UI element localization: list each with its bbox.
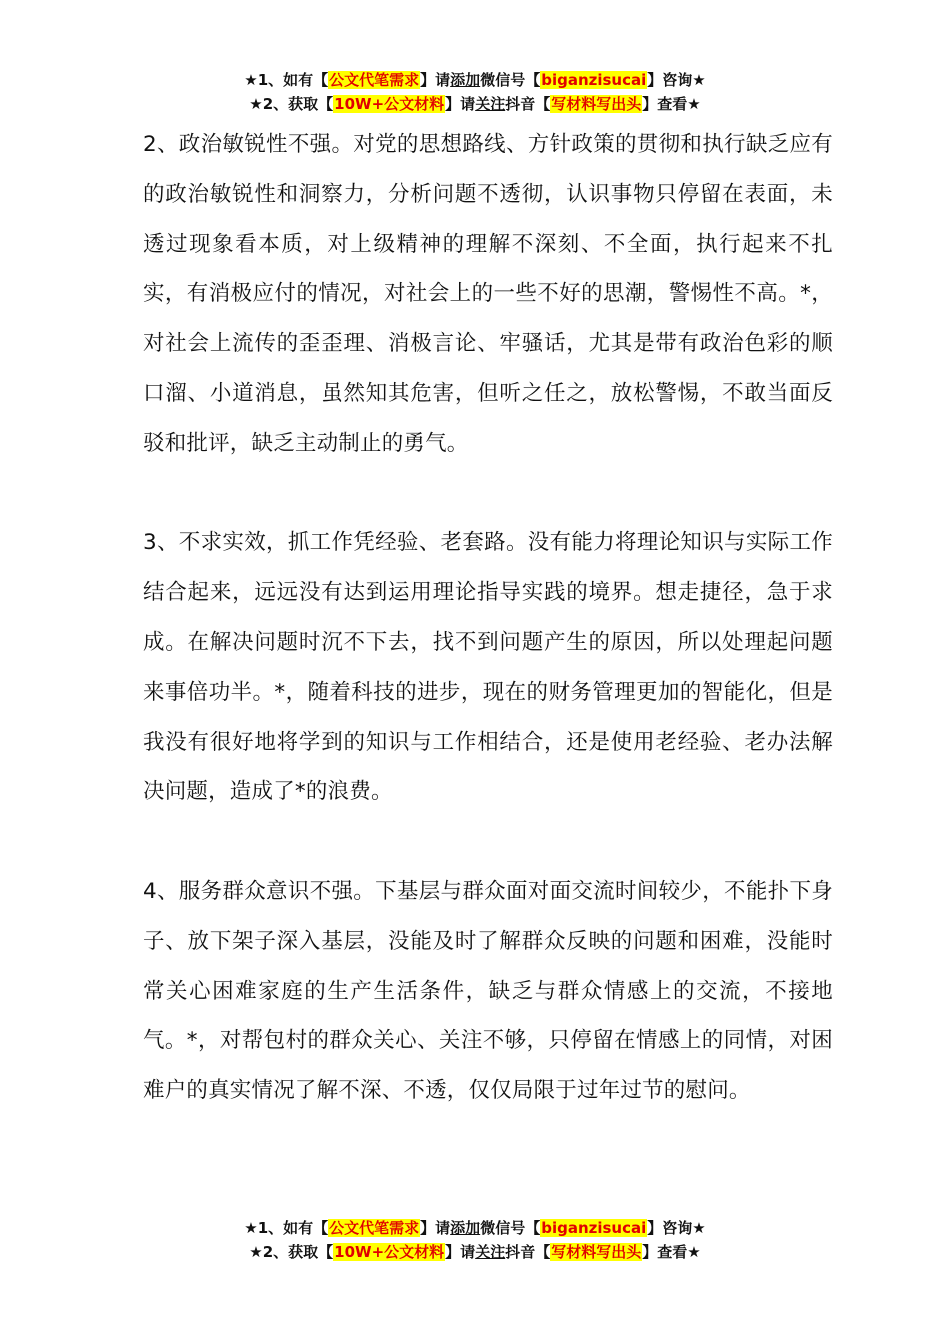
- promo-underlined: 关注: [475, 1243, 506, 1261]
- promo-line-2: [0, 92, 950, 116]
- promo-highlight: 公文代笔需求: [329, 1219, 420, 1237]
- promo-text: 】请: [420, 1219, 451, 1237]
- promo-text: 】咨询: [647, 1219, 693, 1237]
- promo-text: 】查看: [642, 95, 688, 113]
- promo-text: 】咨询: [647, 71, 693, 89]
- star-icon: ★: [249, 1243, 263, 1261]
- promo-highlight: biganzisucai: [541, 1219, 647, 1237]
- promo-highlight: 10W+公文材料: [334, 1243, 445, 1261]
- promo-text: 抖音【: [505, 1243, 551, 1261]
- star-icon: ★: [687, 95, 701, 113]
- promo-underlined: 关注: [475, 95, 506, 113]
- promo-header: [0, 68, 950, 116]
- promo-text: 】请: [445, 1243, 476, 1261]
- promo-text: 微信号【: [480, 1219, 541, 1237]
- promo-highlight: biganzisucai: [541, 71, 647, 89]
- paragraph-3: 3、不求实效，抓工作凭经验、老套路。没有能力将理论知识与实际工作结合起来，远远没有达到运用理论指导实践的境界。想走捷径，急于求成。在解决问题时沉不下去，找不到问题产生的原因，所以处理起问题来事倍功半。*，随着科技的进步，现在的财务管理更加的智能化，但是我没有很好地将学到的知识与工作相结合，还是使用老经验、老办法解决问题，造成了*的浪费。: [143, 530, 833, 805]
- star-icon: ★: [692, 71, 706, 89]
- star-icon: ★: [244, 1219, 258, 1237]
- promo-highlight: 写材料写出头: [551, 95, 642, 113]
- star-icon: ★: [687, 1243, 701, 1261]
- promo-text: 1、如有【: [257, 71, 329, 89]
- star-icon: ★: [692, 1219, 706, 1237]
- promo-underlined: 添加: [450, 71, 481, 89]
- promo-text: 2、获取【: [262, 1243, 334, 1261]
- promo-text: 】请: [420, 71, 451, 89]
- promo-highlight: 公文代笔需求: [329, 71, 420, 89]
- promo-text: 抖音【: [505, 95, 551, 113]
- star-icon: ★: [249, 95, 263, 113]
- paragraph-4: 4、服务群众意识不强。下基层与群众面对面交流时间较少，不能扑下身子、放下架子深入基层，没能及时了解群众反映的问题和困难，没能时常关心困难家庭的生产生活条件，缺乏与群众情感上的交流，不接地气。*，对帮包村的群众关心、关注不够，只停留在情感上的同情，对困难户的真实情况了解不深、不透，仅仅局限于过年过节的慰问。: [143, 878, 833, 1104]
- promo-text: 】请: [445, 95, 476, 113]
- promo-line-1: [0, 68, 950, 92]
- promo-highlight: 写材料写出头: [551, 1243, 642, 1261]
- promo-line-1: [0, 1216, 950, 1240]
- promo-text: 微信号【: [480, 71, 541, 89]
- document-body: [143, 120, 833, 1116]
- paragraph-2: 2、政治敏锐性不强。对党的思想路线、方针政策的贯彻和执行缺乏应有的政治敏锐性和洞察力，分析问题不透彻，认识事物只停留在表面，未透过现象看本质，对上级精神的理解不深刻、不全面，执行起来不扎实，有消极应付的情况，对社会上的一些不好的思潮，警惕性不高。*，对社会上流传的歪歪理、消极言论、牢骚话，尤其是带有政治色彩的顺口溜、小道消息，虽然知其危害，但听之任之，放松警惕，不敢当面反驳和批评，缺乏主动制止的勇气。: [143, 132, 833, 456]
- promo-footer: [0, 1216, 950, 1264]
- star-icon: ★: [244, 71, 258, 89]
- promo-line-2: [0, 1240, 950, 1264]
- promo-highlight: 10W+公文材料: [334, 95, 445, 113]
- promo-text: 2、获取【: [262, 95, 334, 113]
- promo-text: 1、如有【: [257, 1219, 329, 1237]
- promo-underlined: 添加: [450, 1219, 481, 1237]
- promo-text: 】查看: [642, 1243, 688, 1261]
